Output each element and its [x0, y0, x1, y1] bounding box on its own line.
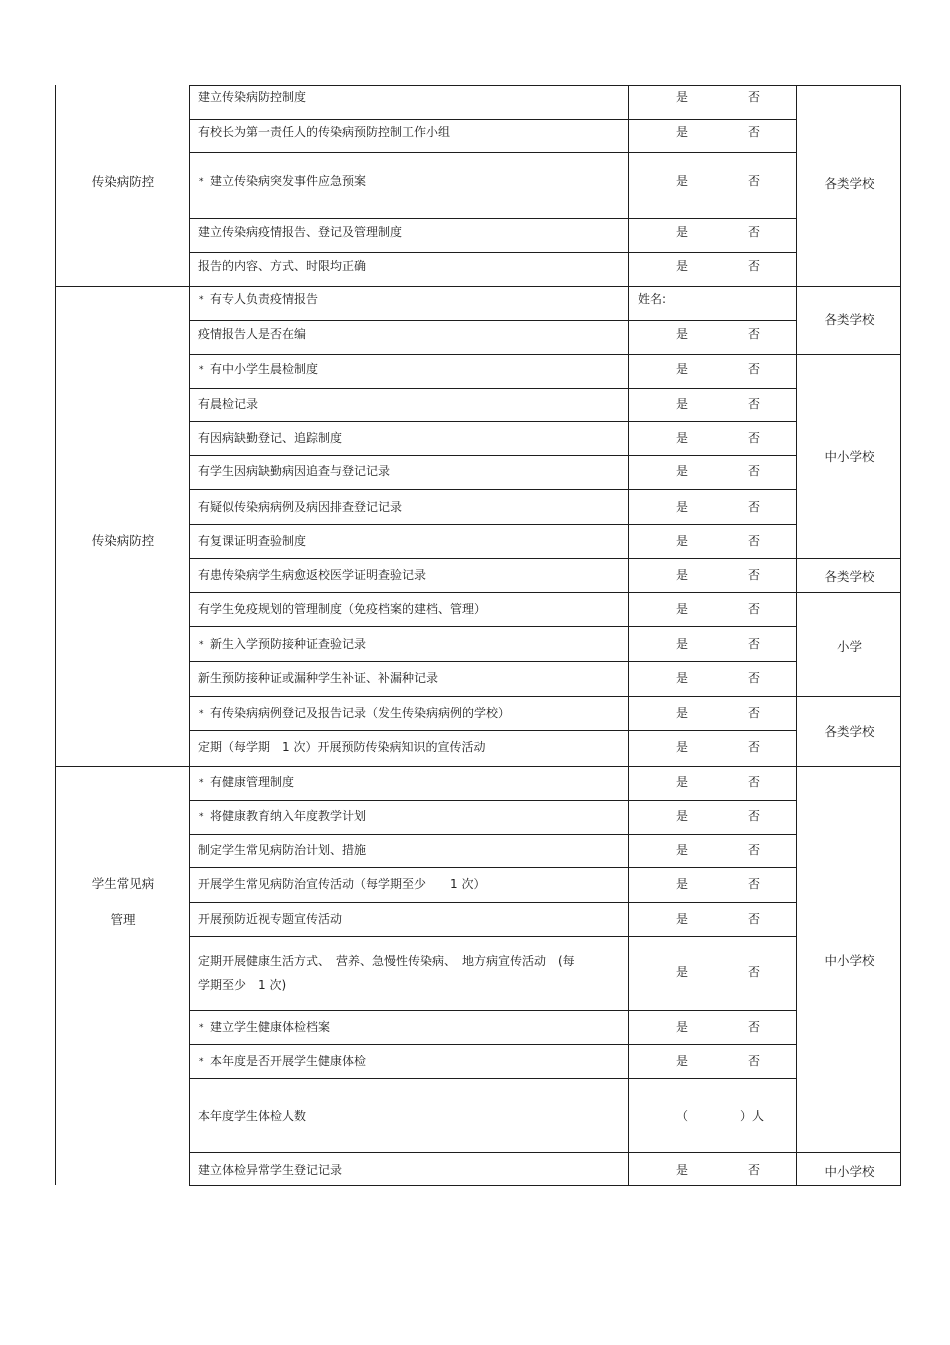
row-line — [189, 902, 797, 903]
table-border-bottom — [189, 1185, 901, 1186]
yes-option[interactable]: 是 — [676, 464, 689, 478]
reporter-name-field[interactable]: 姓名: — [638, 292, 667, 306]
yes-option[interactable]: 是 — [676, 568, 689, 582]
required-marker: * — [199, 812, 204, 822]
applies-label: 各类学校 — [824, 724, 875, 739]
yes-option[interactable]: 是 — [676, 637, 689, 651]
applies-label: 小学 — [836, 639, 862, 654]
item-text: 将健康教育纳入年度教学计划 — [210, 809, 367, 823]
row-line — [189, 936, 797, 937]
yes-option[interactable]: 是 — [676, 431, 689, 445]
row-line — [189, 489, 797, 490]
yes-option[interactable]: 是 — [676, 877, 689, 891]
item-text: 疫情报告人是否在编 — [198, 327, 307, 341]
row-line — [189, 592, 901, 593]
row-line — [189, 252, 797, 253]
no-option[interactable]: 否 — [748, 225, 761, 239]
yes-option[interactable]: 是 — [676, 775, 689, 789]
category-label: 传染病防控 — [91, 533, 155, 548]
required-marker: * — [199, 709, 204, 719]
no-option[interactable]: 否 — [748, 740, 761, 754]
item-text: 开展预防近视专题宣传活动 — [198, 912, 343, 926]
item-text: 开展学生常见病防治宣传活动（每学期至少 1 次） — [198, 877, 486, 891]
exam-count-field[interactable]: ）人 — [740, 1109, 765, 1123]
item-text: 有传染病病例登记及报告记录（发生传染病病例的学校） — [210, 706, 511, 720]
row-line — [189, 218, 797, 219]
item-text: 定期（每学期 1 次）开展预防传染病知识的宣传活动 — [198, 740, 486, 754]
section-line — [55, 286, 901, 287]
row-line — [189, 661, 797, 662]
item-text: 新生预防接种证或漏种学生补证、补漏种记录 — [198, 671, 439, 685]
yes-option[interactable]: 是 — [676, 912, 689, 926]
required-marker: * — [199, 365, 204, 375]
item-text: 有因病缺勤登记、追踪制度 — [198, 431, 343, 445]
item-text: 新生入学预防接种证查验记录 — [210, 637, 367, 651]
table-border — [189, 85, 190, 1185]
item-text: 建立传染病防控制度 — [198, 90, 307, 104]
no-option[interactable]: 否 — [748, 1020, 761, 1034]
no-option[interactable]: 否 — [748, 90, 761, 104]
required-marker: * — [199, 177, 204, 187]
item-text: 建立传染病突发事件应急预案 — [210, 174, 367, 188]
no-option[interactable]: 否 — [748, 362, 761, 376]
yes-option[interactable]: 是 — [676, 602, 689, 616]
no-option[interactable]: 否 — [748, 637, 761, 651]
yes-option[interactable]: 是 — [676, 1020, 689, 1034]
row-line — [189, 1078, 797, 1079]
no-option[interactable]: 否 — [748, 965, 761, 979]
yes-option[interactable]: 是 — [676, 225, 689, 239]
required-marker: * — [199, 1057, 204, 1067]
row-line — [189, 421, 797, 422]
required-marker: * — [199, 295, 204, 305]
table-border — [628, 85, 629, 1185]
no-option[interactable]: 否 — [748, 534, 761, 548]
no-option[interactable]: 否 — [748, 602, 761, 616]
item-text: 学期至少 1 次) — [198, 978, 287, 992]
table-border-left — [55, 767, 56, 1185]
section-line — [55, 766, 901, 767]
row-line — [189, 1044, 797, 1045]
row-line — [189, 696, 901, 697]
row-line — [189, 626, 797, 627]
item-text: 建立传染病疫情报告、登记及管理制度 — [198, 225, 403, 239]
yes-option[interactable]: 是 — [676, 327, 689, 341]
item-text: 有晨检记录 — [198, 397, 259, 411]
yes-option[interactable]: 是 — [676, 125, 689, 139]
yes-option[interactable]: 是 — [676, 671, 689, 685]
row-line — [189, 730, 797, 731]
table-border-left — [55, 287, 56, 766]
item-text: 本年度是否开展学生健康体检 — [210, 1054, 367, 1068]
yes-option[interactable]: 是 — [676, 174, 689, 188]
yes-option[interactable]: 是 — [676, 362, 689, 376]
row-line — [189, 354, 901, 355]
row-line — [189, 558, 901, 559]
no-option[interactable]: 否 — [748, 259, 761, 273]
item-text: 有疑似传染病病例及病因排查登记记录 — [198, 500, 403, 514]
no-option[interactable]: 否 — [748, 877, 761, 891]
category-label: 学生常见病 — [91, 876, 155, 891]
row-line — [189, 800, 797, 801]
item-text: 有中小学生晨检制度 — [210, 362, 319, 376]
no-option[interactable]: 否 — [748, 912, 761, 926]
no-option[interactable]: 否 — [748, 327, 761, 341]
no-option[interactable]: 否 — [748, 431, 761, 445]
category-label: 传染病防控 — [91, 174, 155, 189]
item-text: 有学生免疫规划的管理制度（免疫档案的建档、管理） — [198, 602, 487, 616]
item-text: 建立学生健康体检档案 — [210, 1020, 331, 1034]
applies-label: 各类学校 — [824, 312, 875, 327]
table-border-top — [189, 85, 901, 86]
yes-option[interactable]: 是 — [676, 809, 689, 823]
no-option[interactable]: 否 — [748, 775, 761, 789]
yes-option[interactable]: 是 — [676, 965, 689, 979]
no-option[interactable]: 否 — [748, 464, 761, 478]
item-text: 本年度学生体检人数 — [198, 1109, 307, 1123]
yes-option[interactable]: 是 — [676, 500, 689, 514]
yes-option[interactable]: 是 — [676, 259, 689, 273]
no-option[interactable]: 否 — [748, 671, 761, 685]
row-line — [189, 867, 797, 868]
item-text: 建立体检异常学生登记记录 — [198, 1163, 343, 1177]
item-text: 有复课证明查验制度 — [198, 534, 307, 548]
applies-label: 各类学校 — [824, 176, 875, 191]
no-option[interactable]: 否 — [748, 397, 761, 411]
applies-label: 中小学校 — [824, 1164, 875, 1179]
item-text: 定期开展健康生活方式、 营养、急慢性传染病、 地方病宣传活动 (每 — [198, 954, 575, 968]
row-line — [189, 834, 797, 835]
row-line — [189, 119, 797, 120]
yes-option[interactable]: 是 — [676, 397, 689, 411]
item-text: 有学生因病缺勤病因追查与登记记录 — [198, 464, 391, 478]
item-text: 制定学生常见病防治计划、措施 — [198, 843, 367, 857]
row-line — [189, 388, 797, 389]
row-line — [189, 320, 797, 321]
item-text: 有健康管理制度 — [210, 775, 295, 789]
yes-option[interactable]: 是 — [676, 740, 689, 754]
required-marker: * — [199, 1023, 204, 1033]
category-label: 管理 — [110, 912, 136, 927]
yes-option[interactable]: 是 — [676, 843, 689, 857]
required-marker: * — [199, 640, 204, 650]
no-option[interactable]: 否 — [748, 843, 761, 857]
no-option[interactable]: 否 — [748, 500, 761, 514]
row-line — [189, 152, 797, 153]
yes-option[interactable]: 是 — [676, 1163, 689, 1177]
item-text: 有患传染病学生病愈返校医学证明查验记录 — [198, 568, 427, 582]
exam-count-open: （ — [676, 1109, 689, 1123]
table-border-right — [900, 85, 901, 1185]
no-option[interactable]: 否 — [748, 568, 761, 582]
yes-option[interactable]: 是 — [676, 1054, 689, 1068]
row-line — [189, 455, 797, 456]
applies-label: 各类学校 — [824, 569, 875, 584]
no-option[interactable]: 否 — [748, 809, 761, 823]
row-line — [189, 524, 797, 525]
no-option[interactable]: 否 — [748, 706, 761, 720]
applies-label: 中小学校 — [824, 449, 875, 464]
item-text: 报告的内容、方式、时限均正确 — [198, 259, 367, 273]
item-text: 有专人负责疫情报告 — [210, 292, 319, 306]
required-marker: * — [199, 778, 204, 788]
yes-option[interactable]: 是 — [676, 534, 689, 548]
row-line — [189, 1010, 797, 1011]
applies-label: 中小学校 — [824, 953, 875, 968]
no-option[interactable]: 否 — [748, 174, 761, 188]
row-line — [189, 1152, 901, 1153]
table-border — [796, 85, 797, 1185]
no-option[interactable]: 否 — [748, 125, 761, 139]
no-option[interactable]: 否 — [748, 1163, 761, 1177]
no-option[interactable]: 否 — [748, 1054, 761, 1068]
yes-option[interactable]: 是 — [676, 706, 689, 720]
yes-option[interactable]: 是 — [676, 90, 689, 104]
item-text: 有校长为第一责任人的传染病预防控制工作小组 — [198, 125, 451, 139]
